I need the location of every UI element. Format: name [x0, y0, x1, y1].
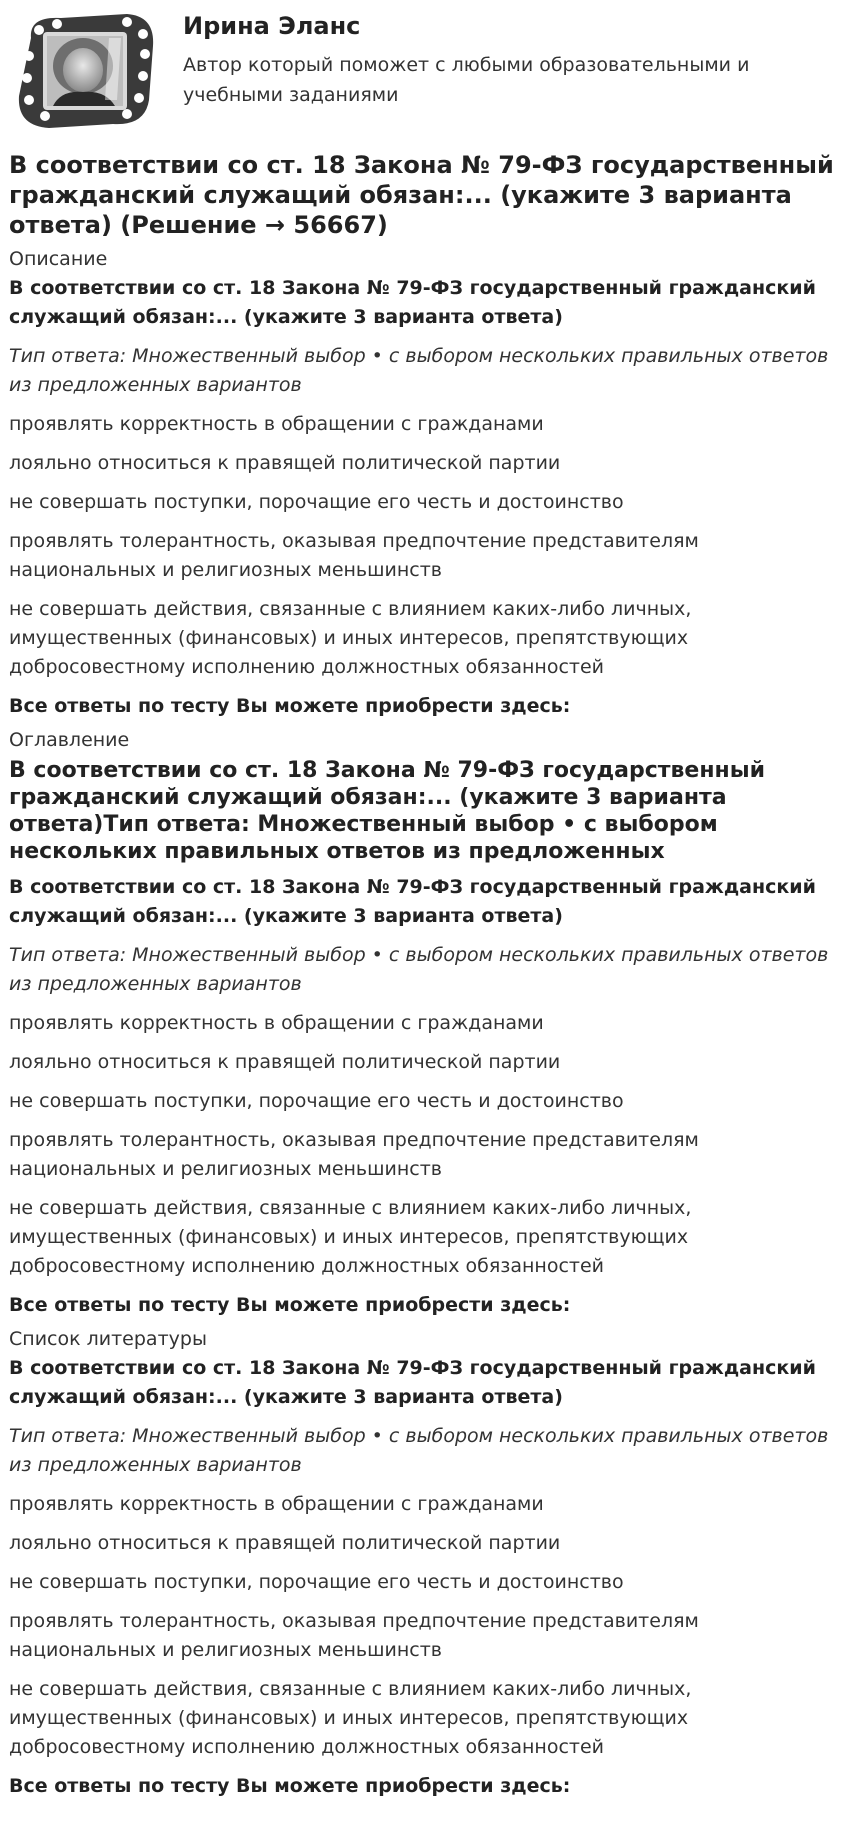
page-title: В соответствии со ст. 18 Закона № 79-ФЗ государственный гражданский служащий обязан:... (укажите 3 варианта ответа) (Решение → 56667) [9, 151, 834, 239]
option-item: проявлять толерантность, оказывая предпочтение представителям национальных и религиозных меньшинств [9, 530, 699, 581]
option-item: проявлять корректность в обращении с гражданами [9, 1012, 544, 1034]
author-description: Автор который поможет с любыми образовательными и учебными заданиями [183, 54, 750, 106]
author-name[interactable]: Ирина Эланс [183, 12, 361, 40]
option-item: не совершать поступки, порочащие его честь и достоинство [9, 491, 624, 513]
option-item: не совершать поступки, порочащие его честь и достоинство [9, 1571, 624, 1593]
option-item: не совершать действия, связанные с влиянием каких-либо личных, имущественных (финансовых) и иных интересов, препятствующих добросовестному исполнению должностных обязанностей [9, 598, 692, 678]
option-item: проявлять корректность в обращении с гражданами [9, 413, 544, 435]
film-strip-portrait-icon [9, 8, 159, 133]
option-item: проявлять корректность в обращении с гражданами [9, 1493, 544, 1515]
buy-answers-text: Все ответы по тесту Вы можете приобрести здесь: [9, 695, 571, 717]
option-item: лояльно относиться к правящей политической партии [9, 1532, 561, 1554]
option-item: лояльно относиться к правящей политической партии [9, 1051, 561, 1073]
option-item: не совершать действия, связанные с влиянием каких-либо личных, имущественных (финансовых) и иных интересов, препятствующих добросовестному исполнению должностных обязанностей [9, 1197, 692, 1277]
section-label-toc: Оглавление [9, 729, 130, 751]
avatar[interactable] [9, 8, 159, 133]
section-label-literature: Список литературы [9, 1328, 207, 1350]
section-label-description: Описание [9, 248, 108, 270]
option-item: не совершать поступки, порочащие его честь и достоинство [9, 1090, 624, 1112]
literature-section [9, 1326, 838, 1801]
answer-type: Тип ответа: Множественный выбор • с выбором нескольких правильных ответов из предложенных вариантов [9, 944, 829, 995]
toc-heading: В соответствии со ст. 18 Закона № 79-ФЗ государственный гражданский служащий обязан:... (укажите 3 варианта ответа)Тип ответа: Множественный выбор • с выбором нескольких правильных ответов из предложенных [9, 758, 766, 864]
buy-answers-text: Все ответы по тесту Вы можете приобрести здесь: [9, 1775, 571, 1797]
option-item: лояльно относиться к правящей политической партии [9, 452, 561, 474]
description-section [9, 246, 838, 721]
option-item: проявлять толерантность, оказывая предпочтение представителям национальных и религиозных меньшинств [9, 1610, 699, 1661]
buy-answers-text: Все ответы по тесту Вы можете приобрести здесь: [9, 1294, 571, 1316]
question-text: В соответствии со ст. 18 Закона № 79-ФЗ государственный гражданский служащий обязан:... (укажите 3 варианта ответа) [9, 277, 816, 328]
answer-type: Тип ответа: Множественный выбор • с выбором нескольких правильных ответов из предложенных вариантов [9, 1425, 829, 1476]
question-text: В соответствии со ст. 18 Закона № 79-ФЗ государственный гражданский служащий обязан:... (укажите 3 варианта ответа) [9, 1357, 816, 1408]
option-item: не совершать действия, связанные с влиянием каких-либо личных, имущественных (финансовых) и иных интересов, препятствующих добросовестному исполнению должностных обязанностей [9, 1678, 692, 1758]
question-text: В соответствии со ст. 18 Закона № 79-ФЗ государственный гражданский служащий обязан:... (укажите 3 варианта ответа) [9, 876, 816, 927]
option-item: проявлять толерантность, оказывая предпочтение представителям национальных и религиозных меньшинств [9, 1129, 699, 1180]
answer-type: Тип ответа: Множественный выбор • с выбором нескольких правильных ответов из предложенных вариантов [9, 345, 829, 396]
author-card [9, 0, 838, 138]
toc-section [9, 727, 838, 1320]
